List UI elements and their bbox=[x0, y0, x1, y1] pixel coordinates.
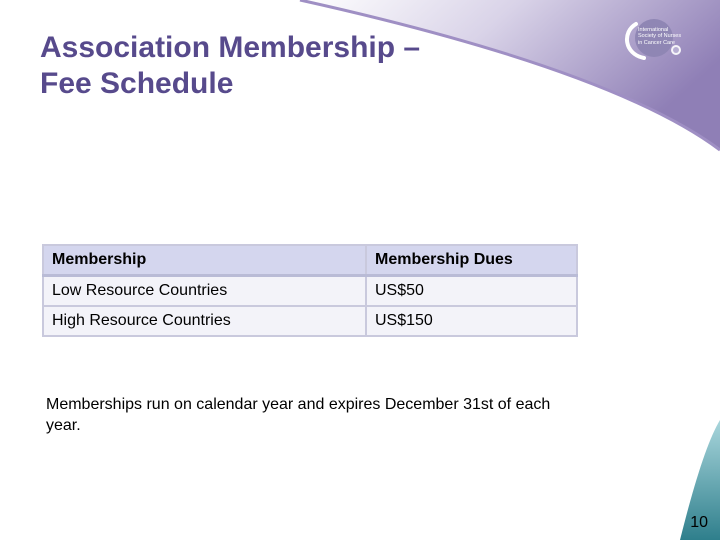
header-membership-dues: Membership Dues bbox=[366, 245, 577, 276]
table-row bbox=[43, 276, 577, 307]
slide-title-line-2: Fee Schedule bbox=[40, 67, 234, 100]
cell-membership-dues: US$150 bbox=[366, 306, 577, 336]
table-row bbox=[43, 306, 577, 336]
membership-note: Memberships run on calendar year and expires December 31st of each year. bbox=[46, 396, 551, 434]
page-number: 10 bbox=[690, 514, 708, 531]
logo-line-2: Society of Nurses bbox=[638, 33, 682, 40]
table-header-row bbox=[43, 245, 577, 276]
logo-line-1: International bbox=[638, 27, 669, 33]
cell-membership-type: Low Resource Countries bbox=[43, 276, 366, 307]
isncc-logo bbox=[618, 16, 690, 66]
cell-membership-dues: US$50 bbox=[366, 276, 577, 307]
slide-title bbox=[40, 30, 420, 102]
header-membership: Membership bbox=[43, 245, 366, 276]
logo-text bbox=[638, 27, 681, 46]
logo-line-3: in Cancer Care bbox=[638, 39, 675, 46]
cell-membership-type: High Resource Countries bbox=[43, 306, 366, 336]
slide-title-line-1: Association Membership – bbox=[40, 31, 421, 64]
fee-schedule-table bbox=[42, 244, 578, 337]
